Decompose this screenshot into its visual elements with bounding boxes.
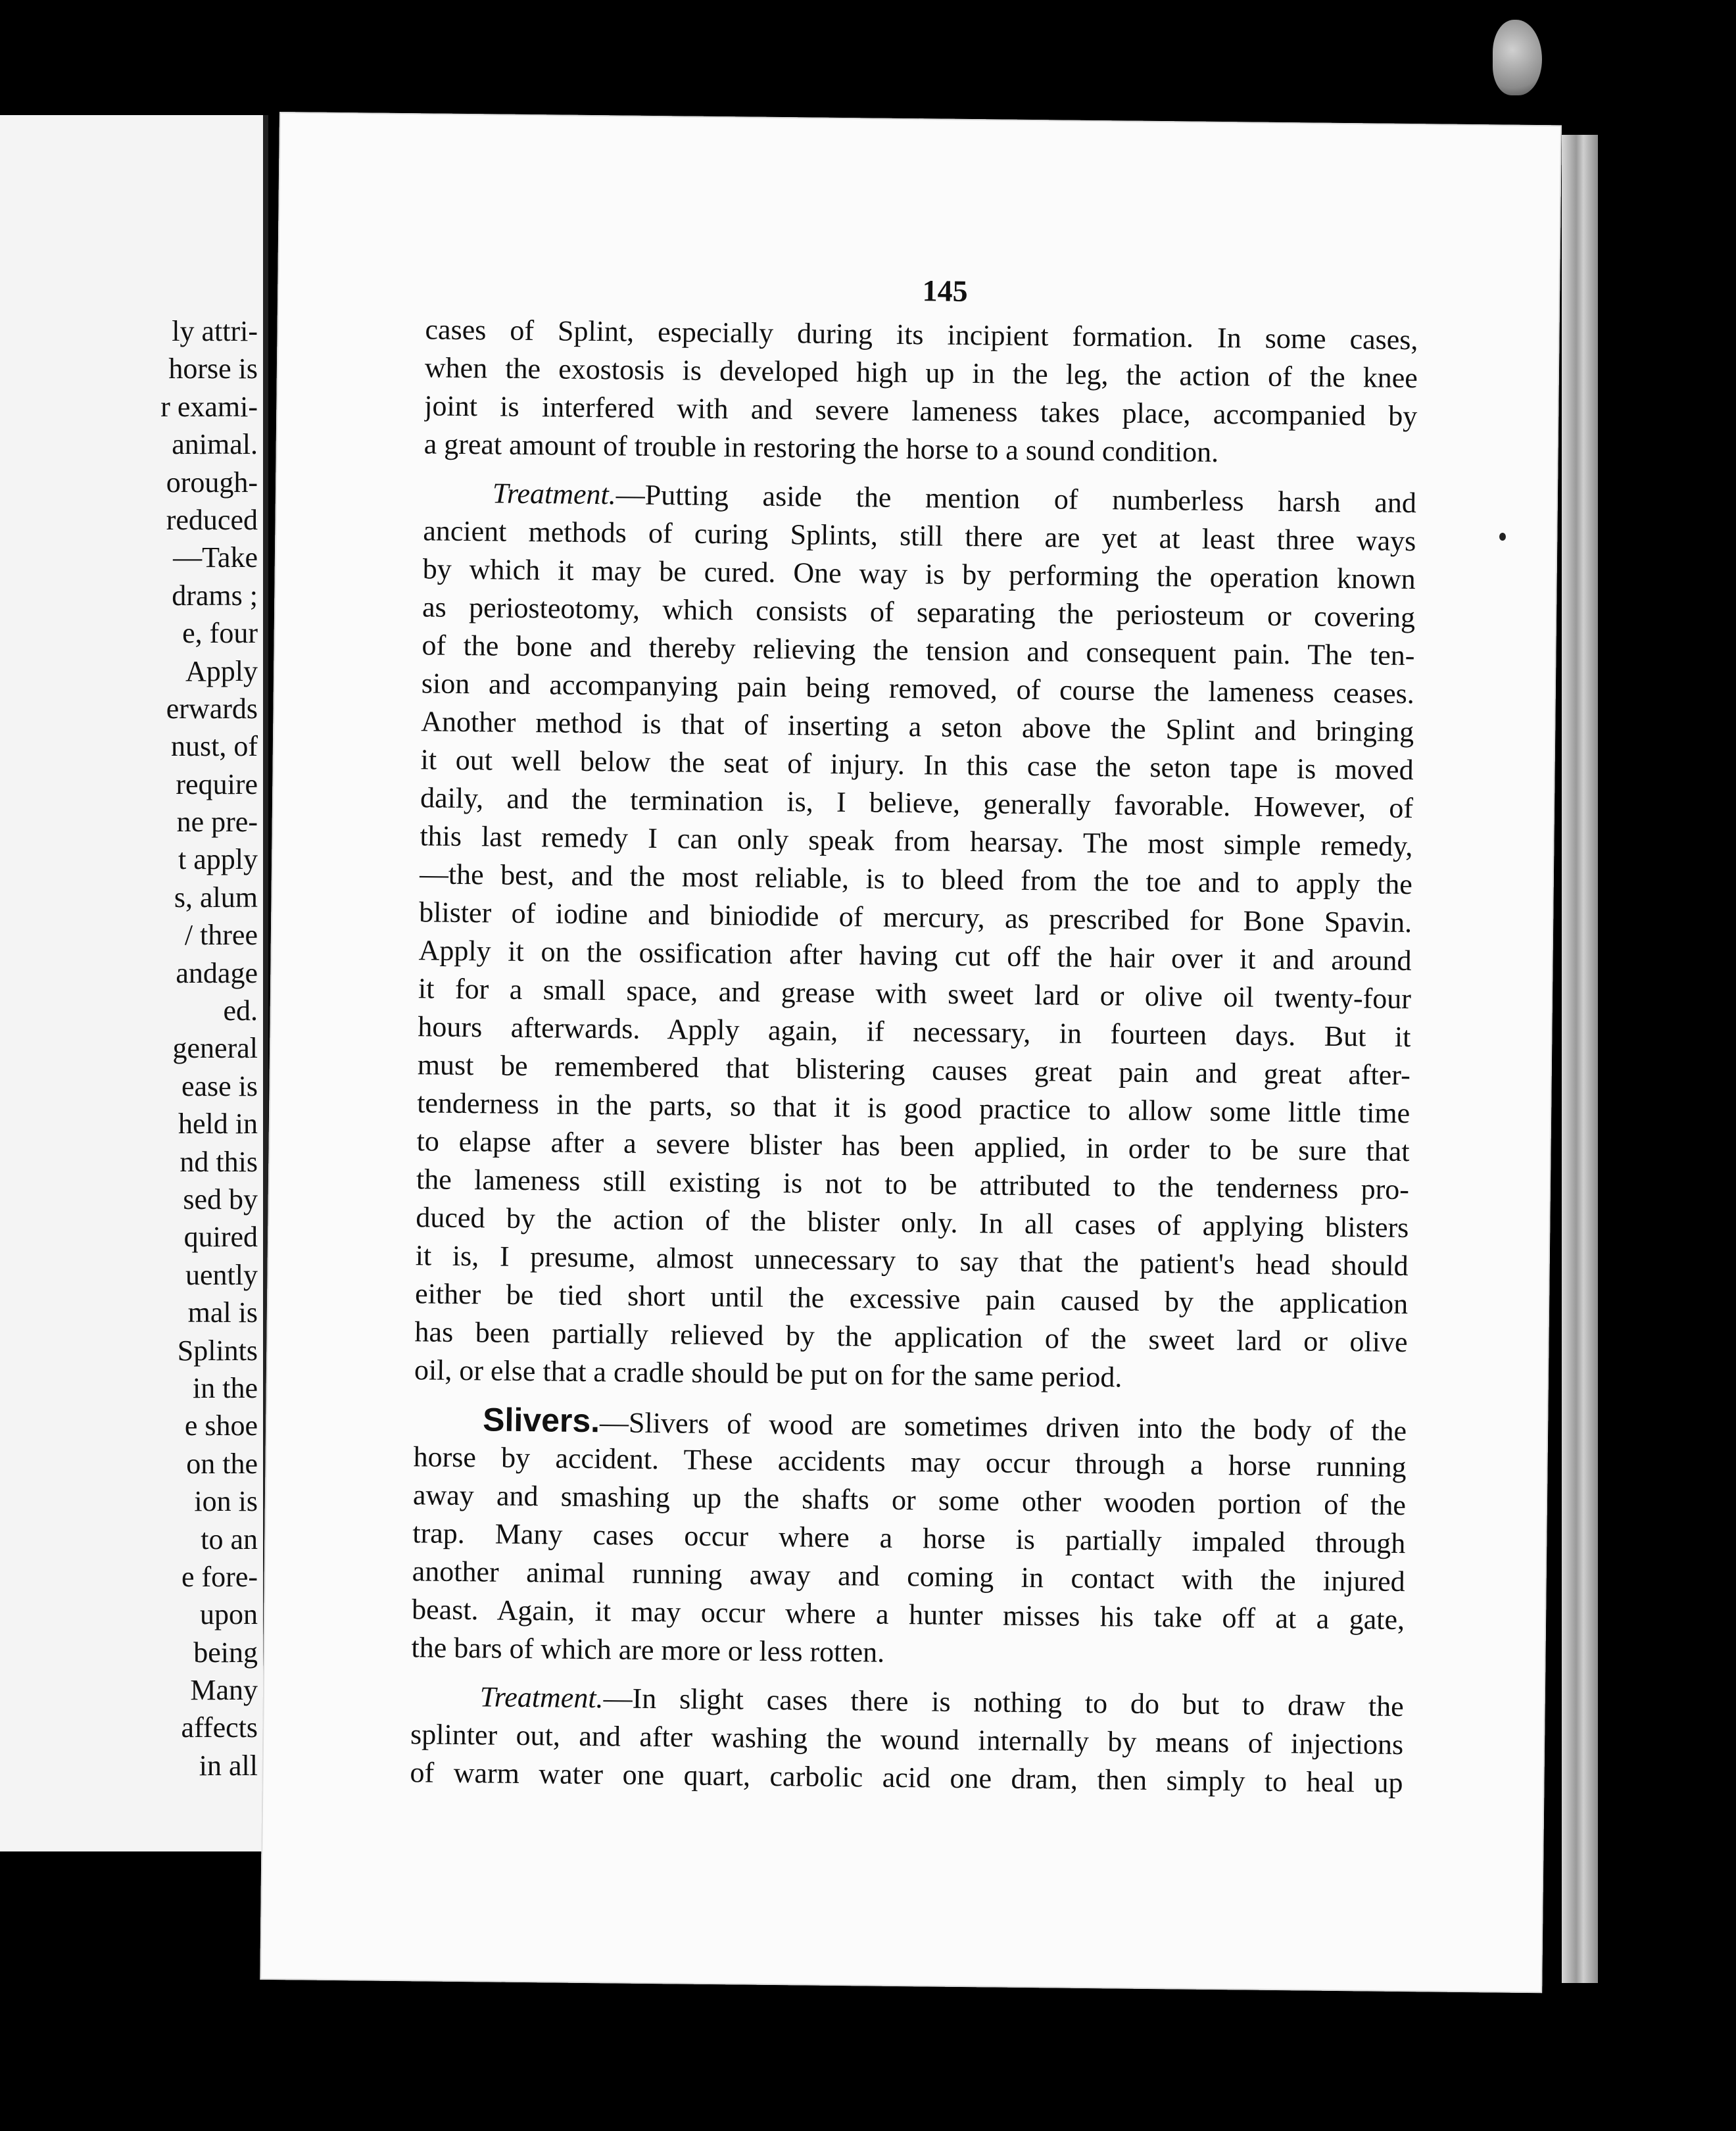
text-line: blister of iodine and biniodide of mercury, as prescribed for Bone Spavin.	[419, 896, 1412, 939]
text-line: this last remedy I can only speak from hearsay. The most simple remedy,	[420, 820, 1413, 863]
text-line: horse by accident. These accidents may occur through a horse running	[413, 1440, 1407, 1484]
left-page-line: ly attri-	[172, 315, 258, 347]
text-line: ancient methods of curing Splints, still there are yet at least three ways	[423, 514, 1416, 558]
paragraph-first-line: Treatment.—Putting aside the mention of numberless harsh and	[492, 477, 1417, 520]
text-line: it for a small space, and grease with sweet lard or olive oil twenty-four	[418, 972, 1412, 1016]
left-page-line: orough-	[166, 466, 258, 499]
text-line: of the bone and thereby relieving the tension and consequent pain. The ten-	[422, 629, 1415, 672]
text-line: trap. Many cases occur where a horse is partially impaled through	[412, 1517, 1406, 1560]
left-page-line: held in	[178, 1108, 258, 1140]
left-page-line: mal is	[187, 1296, 258, 1329]
text-line: either be tied short until the excessive pain caused by the application	[414, 1277, 1409, 1321]
left-page-line: quired	[183, 1221, 258, 1254]
text-line: it out well below the seat of injury. In this case the seton tape is moved	[420, 743, 1414, 787]
text-line: sion and accompanying pain being removed, of course the lameness ceases.	[421, 667, 1415, 710]
page-number: 145	[922, 274, 968, 308]
text-line: oil, or else that a cradle should be put on for the same period.	[414, 1354, 1122, 1394]
left-page-line: r exami-	[160, 390, 258, 423]
left-page-line: uently	[185, 1258, 258, 1291]
paragraph-treatment-splint	[414, 474, 1416, 1400]
left-page-line: to an	[201, 1523, 258, 1555]
text-line: to elapse after a severe blister has been applied, in order to be sure that	[416, 1125, 1410, 1168]
left-page-line: require	[176, 768, 258, 800]
left-page-line: —Take	[173, 541, 258, 574]
left-page-line: ed.	[223, 994, 258, 1027]
scan-blot	[1493, 20, 1542, 95]
left-page-line: t apply	[178, 843, 258, 876]
page-body	[410, 310, 1418, 1802]
text-line: joint is interfered with and severe lameness takes place, accompanied by	[424, 389, 1418, 433]
left-page-line: being	[193, 1636, 258, 1669]
text-line: Another method is that of inserting a seton above the Splint and bringing	[421, 705, 1414, 748]
text-line: beast. Again, it may occur where a hunter misses his take off at a gate,	[411, 1593, 1405, 1636]
left-facing-page	[0, 115, 268, 1851]
text-line: the lameness still existing is not to be attributed to the tenderness pro-	[416, 1163, 1410, 1206]
left-page-line: Splints	[177, 1334, 258, 1367]
left-page-line: Many	[190, 1674, 258, 1707]
left-page-line: ne pre-	[176, 806, 258, 839]
text-line: the bars of which are more or less rotten.	[411, 1631, 885, 1669]
text-line: duced by the action of the blister only. In all cases of applying blisters	[416, 1201, 1409, 1244]
text-line: away and smashing up the shafts or some other wooden portion of the	[412, 1479, 1407, 1522]
text-line: when the exostosis is developed high up in the leg, the action of the knee	[424, 351, 1418, 395]
left-page-line: Apply	[185, 654, 258, 687]
left-page-line: general	[172, 1032, 258, 1065]
paragraph-first-line: Slivers.—Slivers of wood are sometimes driven into the body of the	[482, 1401, 1407, 1448]
left-page-text	[0, 312, 258, 1784]
left-page-line: e, four	[182, 617, 258, 650]
text-line: must be remembered that blistering causes great pain and great after-	[417, 1048, 1411, 1092]
paragraph-slivers	[411, 1400, 1407, 1677]
text-line: Apply it on the ossification after having cut off the hair over it and around	[418, 934, 1412, 977]
left-page-line: e fore-	[181, 1560, 258, 1593]
section-heading-treatment: Treatment.	[492, 477, 617, 511]
text-line: splinter out, and after washing the wound internally by means of injections	[410, 1718, 1404, 1761]
left-page-line: in the	[193, 1371, 258, 1404]
left-page-line: nd this	[180, 1145, 258, 1178]
text-line: has been partially relieved by the application of the sweet lard or olive	[414, 1315, 1408, 1359]
text-line: cases of Splint, especially during its incipient formation. In some cases,	[425, 313, 1418, 356]
left-page-line: ion is	[194, 1485, 258, 1518]
left-page-line: upon	[200, 1598, 258, 1631]
page-edge-stack	[1562, 135, 1598, 1983]
left-page-line: sed by	[183, 1183, 258, 1215]
text-line: by which it may be cured. One way is by performing the operation known	[422, 552, 1416, 596]
left-page-line: reduced	[166, 503, 258, 536]
section-heading-slivers: Slivers.	[482, 1401, 600, 1440]
left-page-line: affects	[181, 1711, 258, 1744]
text-line: —the best, and the most reliable, is to bleed from the toe and to apply the	[419, 858, 1413, 901]
right-page	[260, 112, 1562, 1993]
text-line: daily, and the termination is, I believe, generally favorable. However, of	[420, 781, 1414, 825]
left-page-line: e shoe	[184, 1409, 258, 1442]
section-heading-treatment: Treatment.	[479, 1680, 604, 1715]
left-page-line: in all	[199, 1749, 258, 1782]
left-page-line: drams ;	[172, 579, 258, 612]
left-page-line: erwards	[166, 692, 258, 725]
scan-speck	[1499, 533, 1506, 541]
text-line: hours afterwards. Apply again, if necessary, in fourteen days. But it	[418, 1010, 1411, 1054]
left-page-line: nust, of	[171, 730, 258, 763]
left-page-line: / three	[184, 919, 258, 952]
text-line: of warm water one quart, carbolic acid one dram, then simply to heal up	[410, 1756, 1403, 1800]
paragraph-splint-conclusion	[423, 310, 1418, 474]
paragraph-first-line: Treatment.—In slight cases there is nothing to do but to draw the	[479, 1680, 1404, 1723]
text-line: tenderness in the parts, so that it is good practice to allow some little time	[416, 1087, 1410, 1130]
paragraph-treatment-slivers	[410, 1677, 1404, 1802]
left-page-line: ease is	[181, 1069, 258, 1102]
left-page-line: andage	[176, 956, 258, 989]
text-line: it is, I presume, almost unnecessary to say that the patient's head should	[415, 1239, 1409, 1283]
left-page-line: on the	[186, 1447, 258, 1480]
left-page-line: s, alum	[174, 881, 258, 914]
left-page-line: horse is	[168, 353, 258, 385]
text-line: as periosteotomy, which consists of separating the periosteum or covering	[422, 591, 1416, 634]
text-line: a great amount of trouble in restoring the horse to a sound condition.	[423, 428, 1219, 468]
left-page-line: animal.	[172, 428, 258, 461]
text-line: another animal running away and coming in contact with the injured	[412, 1555, 1405, 1598]
